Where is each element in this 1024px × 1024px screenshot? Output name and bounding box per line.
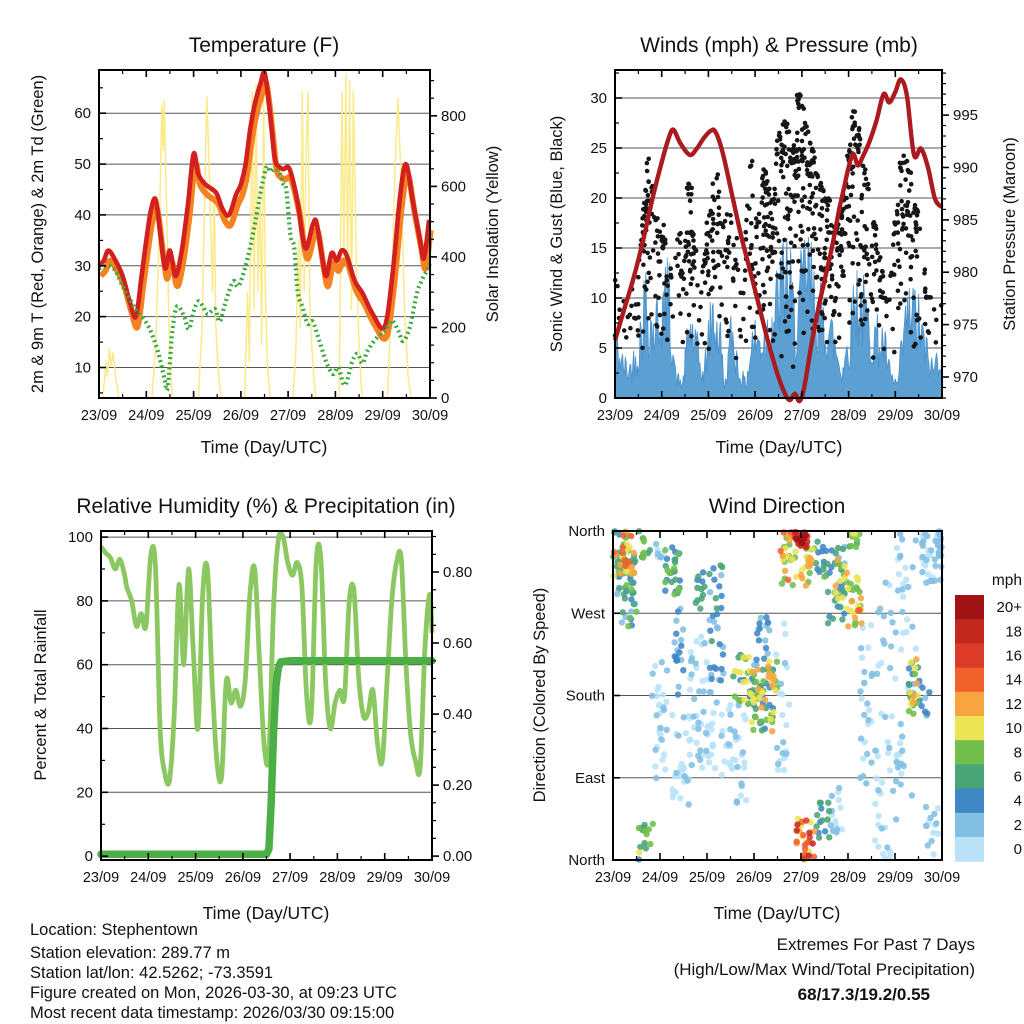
- wind-direction-xtick-label: 23/09: [594, 870, 632, 886]
- temperature-ylabel-right: Solar Insolation (Yellow): [483, 145, 502, 323]
- colorbar-label: 20+: [996, 599, 1022, 617]
- winds-ytick-right-label: 985: [953, 211, 979, 229]
- winds-ytick-label: 25: [590, 140, 607, 157]
- temperature-xtick-label: 29/09: [364, 408, 401, 424]
- temperature-xtick-label: 25/09: [175, 408, 212, 424]
- colorbar-label: 10: [1005, 720, 1022, 738]
- wind-direction-xtick-label: 28/09: [829, 870, 867, 886]
- colorbar-label: 4: [1013, 792, 1022, 810]
- winds-pressure-title: Winds (mph) & Pressure (mb): [640, 34, 918, 57]
- winds-ytick-label: 15: [590, 240, 607, 257]
- temperature-xtick-label: 30/09: [411, 408, 449, 424]
- humidity-ylabel-left: Percent & Total Rainfall: [31, 609, 50, 781]
- winds-ytick-right-label: 970: [953, 369, 979, 386]
- winds-ytick-label: 0: [598, 390, 607, 407]
- winds-xtick-label: 27/09: [783, 408, 821, 424]
- winds-xtick-label: 26/09: [736, 408, 774, 424]
- extremes-block: [674, 935, 975, 1004]
- colorbar-label: 18: [1005, 623, 1022, 641]
- extremes-heading: Extremes For Past 7 Days: [776, 935, 975, 954]
- humidity-ytick-label: 100: [67, 529, 93, 547]
- humidity-ytick-label: 60: [76, 656, 93, 674]
- footer-block: [30, 921, 397, 1022]
- humidity-ytick-right-label: 0.80: [443, 564, 473, 581]
- temperature-ytick-label: 10: [74, 359, 91, 377]
- winds-ytick-label: 5: [598, 340, 607, 357]
- temperature-xtick-label: 23/09: [80, 408, 118, 424]
- humidity-ytick-label: 80: [76, 592, 93, 610]
- humidity-xlabel: Time (Day/UTC): [202, 903, 330, 923]
- colorbar-label: 2: [1013, 816, 1022, 834]
- wind-direction-title: Wind Direction: [708, 495, 846, 518]
- temperature-ytick-label: 40: [74, 206, 91, 224]
- wind-direction-ytick-label: South: [565, 687, 605, 705]
- humidity-xtick-label: 28/09: [319, 870, 356, 886]
- winds-ytick-right-label: 975: [953, 316, 979, 334]
- winds-ytick-right-label: 990: [953, 159, 979, 177]
- temperature-ytick-right-label: 600: [441, 178, 467, 196]
- winds-xtick-label: 28/09: [830, 408, 867, 424]
- footer-location: Location: Stephentown: [30, 921, 198, 939]
- temperature-ytick-label: 30: [74, 257, 91, 275]
- winds-xtick-label: 23/09: [596, 408, 634, 424]
- humidity-precip-title: Relative Humidity (%) & Precipitation (in): [76, 495, 456, 518]
- winds-ylabel-left: Sonic Wind & Gust (Blue, Black): [547, 115, 566, 353]
- humidity-xtick-label: 26/09: [224, 870, 262, 886]
- wind-direction-xlabel: Time (Day/UTC): [713, 903, 841, 923]
- winds-xtick-label: 29/09: [877, 408, 914, 424]
- colorbar-label: 12: [1005, 695, 1022, 713]
- temperature-xtick-label: 28/09: [317, 408, 354, 424]
- winds-ytick-right-label: 980: [953, 264, 979, 282]
- temperature-ytick-right-label: 200: [441, 319, 467, 337]
- temperature-xtick-label: 24/09: [128, 408, 165, 424]
- wind-direction-xtick-label: 27/09: [782, 870, 820, 886]
- humidity-xtick-label: 29/09: [366, 870, 403, 886]
- speed-colorbar: [955, 595, 1022, 862]
- winds-xlabel: Time (Day/UTC): [715, 437, 843, 457]
- wind-direction-xtick-label: 26/09: [735, 870, 773, 886]
- colorbar-label: 14: [1005, 671, 1022, 689]
- humidity-ytick-label: 40: [76, 720, 93, 738]
- wind-direction-ytick-label: North: [568, 852, 605, 869]
- footer-elevation: Station elevation: 289.77 m: [30, 944, 230, 962]
- wind-direction-ytick-label: East: [574, 769, 605, 787]
- colorbar-label: 16: [1005, 647, 1022, 665]
- extremes-values: 68/17.3/19.2/0.55: [797, 985, 930, 1004]
- wind-direction-ytick-label: West: [571, 605, 605, 623]
- colorbar-label: 6: [1013, 768, 1022, 786]
- temperature-ylabel-left: 2m & 9m T (Red, Orange) & 2m Td (Green): [28, 74, 47, 394]
- humidity-ytick-label: 0: [84, 848, 93, 866]
- temperature-ytick-label: 50: [74, 156, 91, 174]
- footer-created: Figure created on Mon, 2026-03-30, at 09:23 UTC: [30, 984, 397, 1002]
- winds-xtick-label: 30/09: [923, 408, 961, 424]
- wind-direction-xtick-label: 25/09: [688, 870, 726, 886]
- temperature-xtick-label: 27/09: [269, 408, 307, 424]
- winds-ytick-label: 10: [590, 290, 607, 307]
- wind-direction-xtick-label: 24/09: [641, 870, 679, 886]
- humidity-ytick-right-label: 0.60: [443, 635, 473, 652]
- temperature-ytick-right-label: 0: [441, 390, 450, 407]
- temperature-ytick-label: 60: [74, 105, 91, 123]
- temperature-title: Temperature (F): [188, 34, 340, 57]
- humidity-ytick-right-label: 0.40: [443, 706, 473, 724]
- humidity-xtick-label: 30/09: [413, 870, 451, 886]
- colorbar-label: 8: [1013, 744, 1022, 762]
- colorbar-title: mph: [991, 572, 1022, 589]
- wind-direction-xtick-label: 29/09: [876, 870, 914, 886]
- humidity-xtick-label: 23/09: [82, 870, 120, 886]
- temperature-xtick-label: 26/09: [222, 408, 260, 424]
- winds-xtick-label: 25/09: [690, 408, 727, 424]
- temperature-ytick-label: 20: [74, 308, 91, 326]
- humidity-xtick-label: 27/09: [271, 870, 309, 886]
- humidity-ytick-right-label: 0.20: [443, 777, 473, 795]
- humidity-xtick-label: 25/09: [177, 870, 214, 886]
- temperature-ytick-right-label: 800: [441, 107, 467, 125]
- footer-timestamp: Most recent data timestamp: 2026/03/30 09:15:00: [30, 1004, 395, 1022]
- winds-ytick-label: 30: [590, 90, 607, 107]
- wind-direction-xtick-label: 30/09: [923, 870, 961, 886]
- wind-direction-ylabel-left: Direction (Colored By Speed): [530, 587, 549, 803]
- temperature-xlabel: Time (Day/UTC): [200, 437, 328, 457]
- colorbar-label: 0: [1013, 841, 1022, 859]
- winds-ytick-label: 20: [590, 190, 607, 207]
- winds-ylabel-right: Station Pressure (Maroon): [1000, 137, 1019, 331]
- humidity-xtick-label: 24/09: [130, 870, 167, 886]
- extremes-subheading: (High/Low/Max Wind/Total Precipitation): [673, 960, 975, 979]
- winds-ytick-right-label: 995: [953, 107, 979, 125]
- wind-direction-ytick-label: North: [568, 523, 605, 540]
- winds-xtick-label: 24/09: [643, 408, 680, 424]
- footer-latlon: Station lat/lon: 42.5262; -73.3591: [30, 964, 274, 982]
- humidity-ytick-right-label: 0.00: [443, 848, 473, 866]
- temperature-ytick-right-label: 400: [441, 248, 467, 266]
- humidity-ytick-label: 20: [76, 784, 93, 802]
